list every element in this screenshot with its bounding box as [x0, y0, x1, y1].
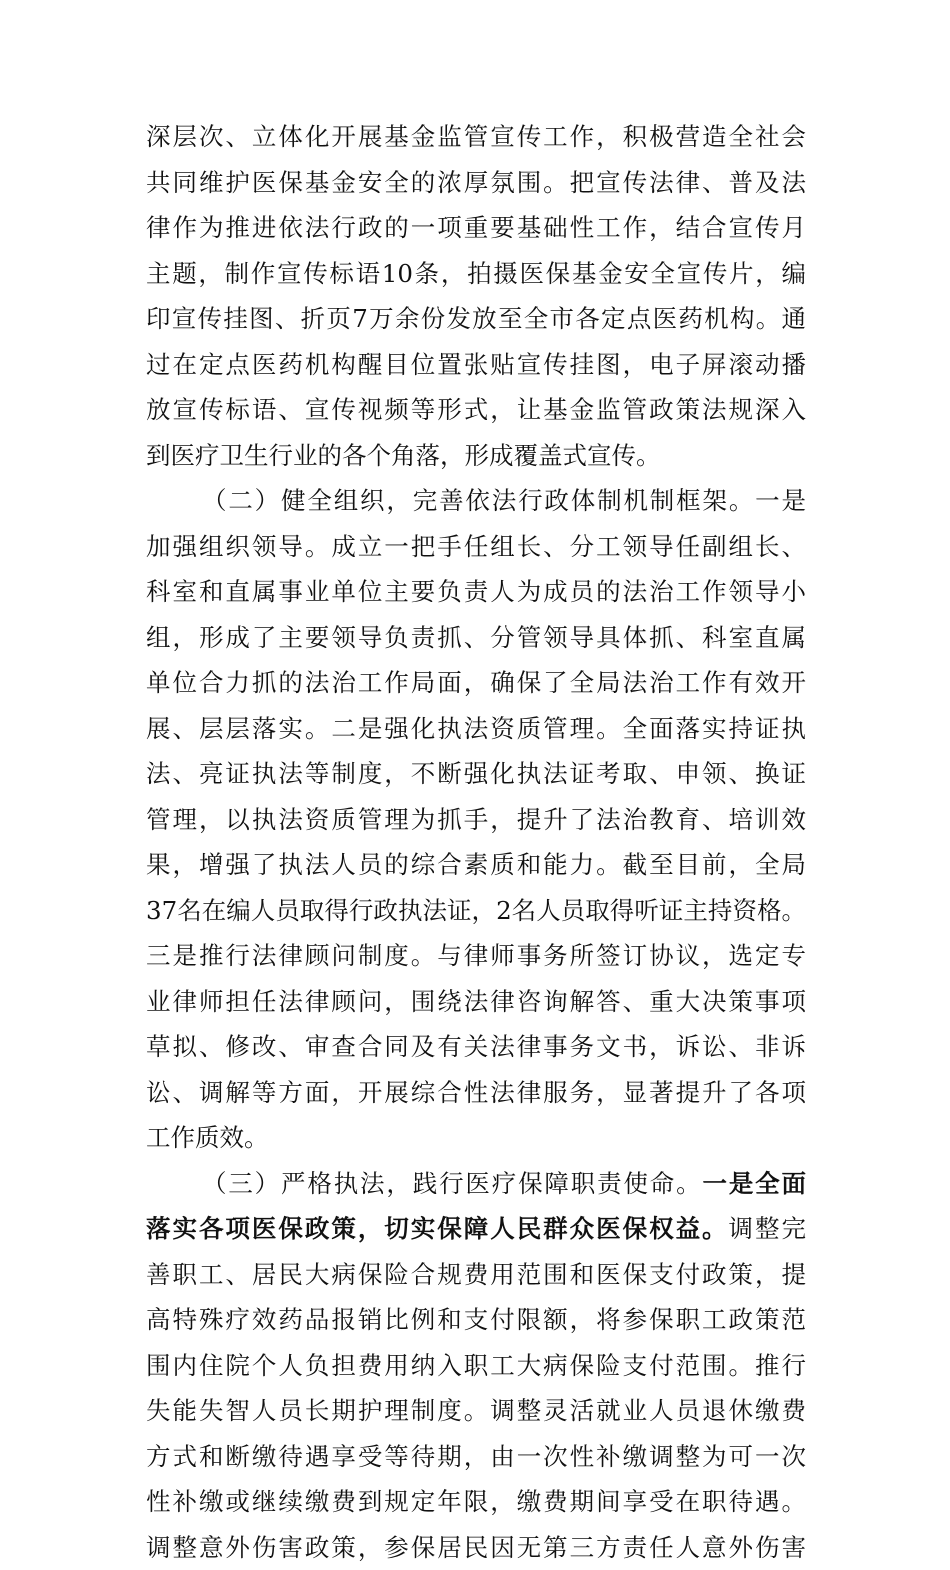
text-line — [146, 1206, 806, 1252]
text-line: 律作为推进依法行政的一项重要基础性工作，结合宣传月 — [146, 205, 806, 251]
text-line: 高特殊疗效药品报销比例和支付限额，将参保职工政策范 — [146, 1297, 806, 1343]
section-heading-2: （二）健全组织，完善依法行政体制机制框架。一是 — [146, 478, 806, 524]
text-line: 37名在编人员取得行政执法证，2名人员取得听证主持资格。 — [146, 888, 806, 934]
text-line: 放宣传标语、宣传视频等形式，让基金监管政策法规深入 — [146, 387, 806, 433]
text-line: 组，形成了主要领导负责抓、分管领导具体抓、科室直属 — [146, 615, 806, 661]
text-line: 主题，制作宣传标语10条，拍摄医保基金安全宣传片，编 — [146, 251, 806, 297]
text-line: 管理，以执法资质管理为抓手，提升了法治教育、培训效 — [146, 797, 806, 843]
text-line: 展、层层落实。二是强化执法资质管理。全面落实持证执 — [146, 706, 806, 752]
body-text: 调整完 — [729, 1214, 806, 1243]
text-line: 加强组织领导。成立一把手任组长、分工领导任副组长、 — [146, 524, 806, 570]
text-line: 共同维护医保基金安全的浓厚氛围。把宣传法律、普及法 — [146, 160, 806, 206]
heading-text: （三）严格执法，践行医疗保障职责使命。 — [202, 1169, 702, 1198]
bold-lead-text: 一是全面 — [702, 1169, 806, 1198]
text-line: 业律师担任法律顾问，围绕法律咨询解答、重大决策事项 — [146, 979, 806, 1025]
text-line: 善职工、居民大病保险合规费用范围和医保支付政策，提 — [146, 1252, 806, 1298]
text-line: 印宣传挂图、折页7万余份发放至全市各定点医药机构。通 — [146, 296, 806, 342]
text-line: 过在定点医药机构醒目位置张贴宣传挂图，电子屏滚动播 — [146, 342, 806, 388]
text-line: 围内住院个人负担费用纳入职工大病保险支付范围。推行 — [146, 1343, 806, 1389]
text-line: 失能失智人员长期护理制度。调整灵活就业人员退休缴费 — [146, 1388, 806, 1434]
text-line: 科室和直属事业单位主要负责人为成员的法治工作领导小 — [146, 569, 806, 615]
text-line: 深层次、立体化开展基金监管宣传工作，积极营造全社会 — [146, 114, 806, 160]
text-line: 果，增强了执法人员的综合素质和能力。截至目前，全局 — [146, 842, 806, 888]
document-body — [146, 114, 806, 1570]
section-heading-3 — [146, 1161, 806, 1207]
text-line: 讼、调解等方面，开展综合性法律服务，显著提升了各项 — [146, 1070, 806, 1116]
text-line: 方式和断缴待遇享受等待期，由一次性补缴调整为可一次 — [146, 1434, 806, 1480]
text-line: 到医疗卫生行业的各个角落，形成覆盖式宣传。 — [146, 433, 806, 479]
bold-lead-text: 落实各项医保政策，切实保障人民群众医保权益。 — [146, 1214, 729, 1243]
text-line: 工作质效。 — [146, 1115, 806, 1161]
text-line: 法、亮证执法等制度，不断强化执法证考取、申领、换证 — [146, 751, 806, 797]
text-line: 性补缴或继续缴费到规定年限，缴费期间享受在职待遇。 — [146, 1479, 806, 1525]
text-line: 调整意外伤害政策，参保居民因无第三方责任人意外伤害 — [146, 1525, 806, 1570]
text-line: 草拟、修改、审查合同及有关法律事务文书，诉讼、非诉 — [146, 1024, 806, 1070]
text-line: 单位合力抓的法治工作局面，确保了全局法治工作有效开 — [146, 660, 806, 706]
text-line: 三是推行法律顾问制度。与律师事务所签订协议，选定专 — [146, 933, 806, 979]
